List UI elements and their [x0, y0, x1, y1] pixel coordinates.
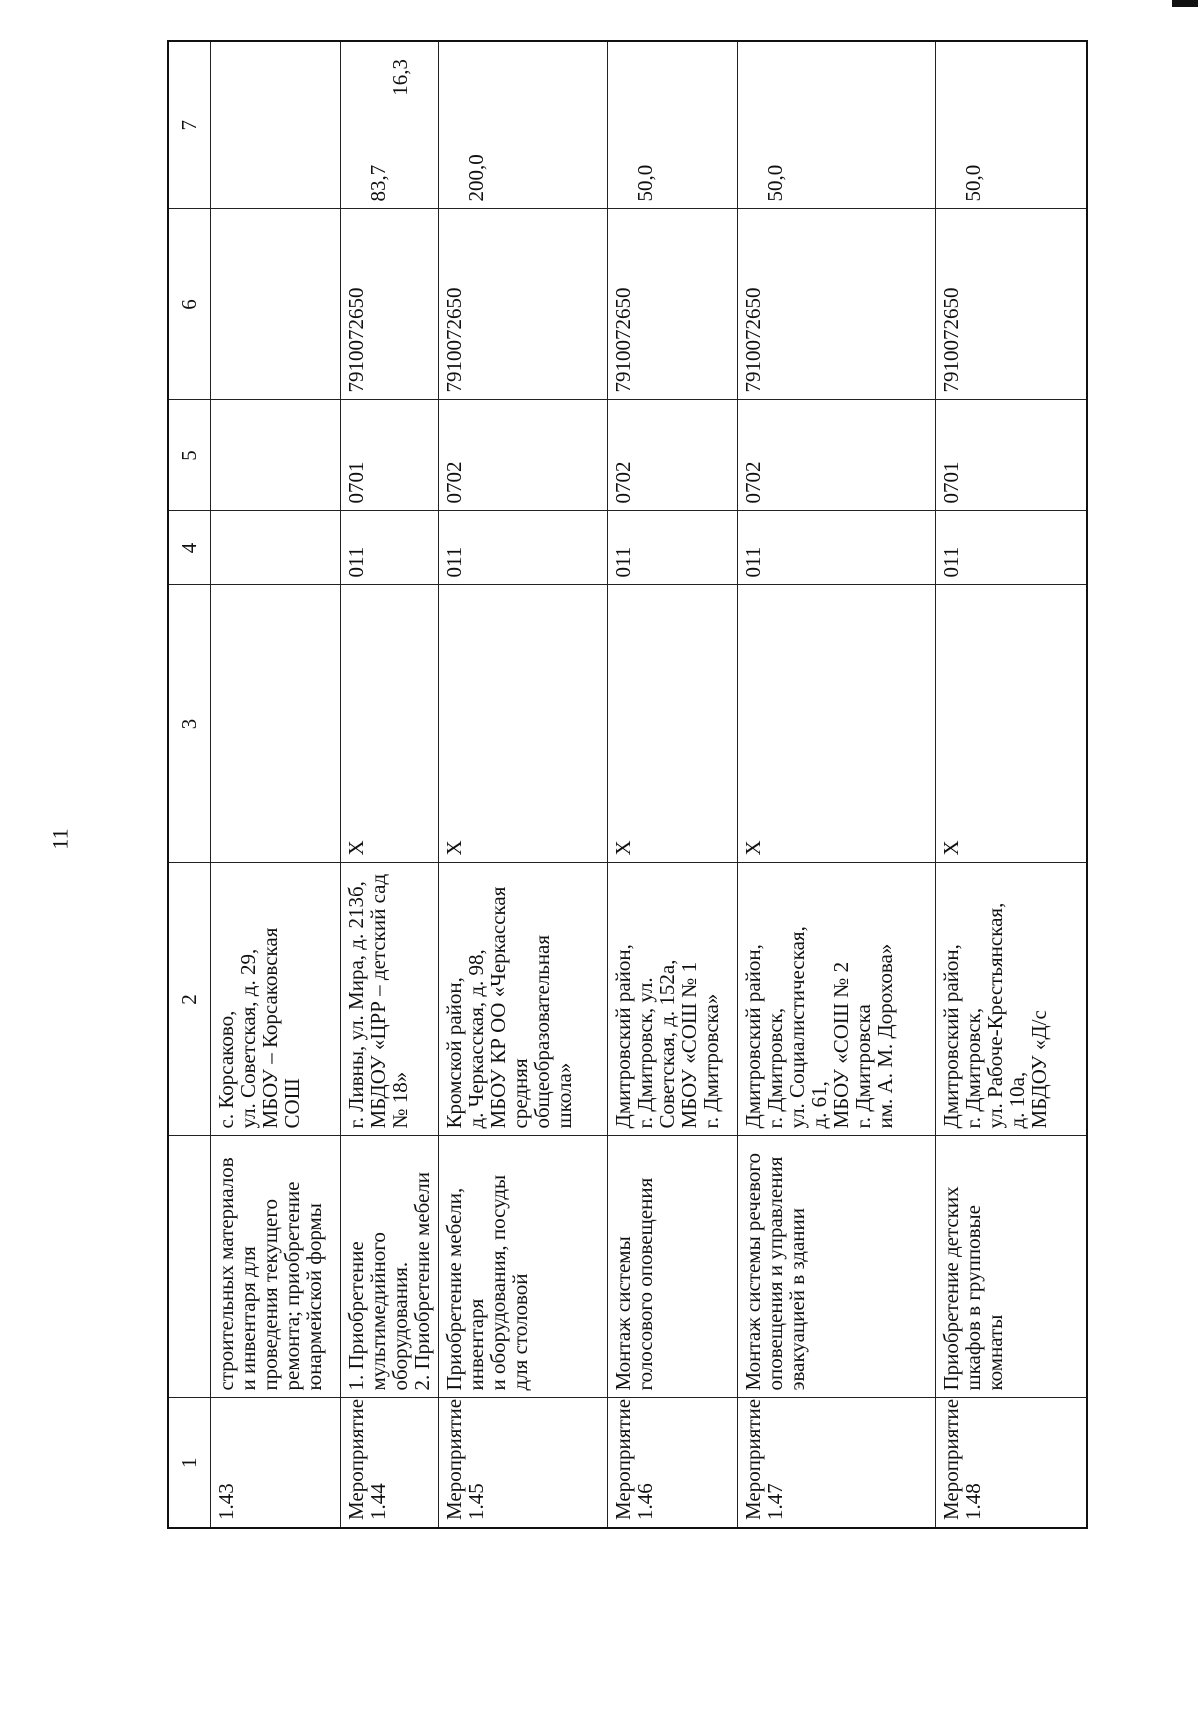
col4-cell: 011: [737, 511, 935, 585]
sum-value-secondary: 16,3: [387, 59, 412, 96]
scan-edge-mark: [1172, 0, 1198, 7]
col6-cell: 7910072650: [607, 209, 737, 400]
sum-cell: [936, 41, 1087, 209]
col5-cell: 0701: [340, 400, 439, 511]
table-row: [210, 41, 340, 1528]
sum-cell: [340, 41, 439, 209]
location-cell: Дмитровский район, г. Дмитровск, ул. Социалистическая, д. 61, МБОУ «СОШ № 2 г. Дмитровска им. А. М. Дорохова»: [737, 863, 935, 1136]
col6-cell: 7910072650: [936, 209, 1087, 400]
table-row: [607, 41, 737, 1528]
measure-id-cell: Мероприятие 1.45: [439, 1398, 608, 1528]
header-cell: 7: [168, 41, 210, 209]
header-cell: 3: [168, 585, 210, 863]
header-row: [168, 41, 210, 1528]
measure-id-cell: Мероприятие 1.48: [936, 1398, 1087, 1528]
page-number: 11: [47, 828, 73, 850]
col5-cell: 0702: [607, 400, 737, 511]
col5-cell: 0702: [737, 400, 935, 511]
header-cell: [168, 1136, 210, 1398]
measure-id-cell: Мероприятие 1.44: [340, 1398, 439, 1528]
col3-cell: Х: [936, 585, 1087, 863]
sum-value: 200,0: [464, 154, 489, 202]
description-cell: 1. Приобретение мультимедийного оборудования. 2. Приобретение мебели: [340, 1136, 439, 1398]
col3-cell: Х: [340, 585, 439, 863]
sum-cell: [210, 41, 340, 209]
col3-cell: [210, 585, 340, 863]
sum-value: 50,0: [961, 164, 986, 202]
header-cell: 4: [168, 511, 210, 585]
table-row: [737, 41, 935, 1528]
col6-cell: 7910072650: [340, 209, 439, 400]
measure-id-cell: Мероприятие 1.47: [737, 1398, 935, 1528]
location-cell: г. Ливны, ул. Мира, д. 213б, МБДОУ «ЦРР – детский сад № 18»: [340, 863, 439, 1136]
col4-cell: [210, 511, 340, 585]
description-cell: Монтаж системы речевого оповещения и управления эвакуацией в здании: [737, 1136, 935, 1398]
location-cell: с. Корсаково, ул. Советская, д. 29, МБОУ – Корсаковская СОШ: [210, 863, 340, 1136]
table-row: [936, 41, 1087, 1528]
description-cell: строительных материалов и инвентаря для проведения текущего ремонта; приобретение юнармейской формы: [210, 1136, 340, 1398]
col5-cell: [210, 400, 340, 511]
header-cell: 2: [168, 863, 210, 1136]
rotated-table-frame: [167, 42, 1088, 1529]
col5-cell: 0702: [439, 400, 608, 511]
location-cell: Кромской район, д. Черкасская, д. 98, МБОУ КР ОО «Черкасская средняя общеобразовательная школа»: [439, 863, 608, 1136]
sum-value: 83,7: [365, 164, 390, 202]
col3-cell: Х: [607, 585, 737, 863]
col4-cell: 011: [439, 511, 608, 585]
sum-value: 50,0: [632, 164, 657, 202]
header-cell: 1: [168, 1398, 210, 1528]
measures-table: [167, 40, 1088, 1529]
col6-cell: [210, 209, 340, 400]
sum-cell: [439, 41, 608, 209]
description-cell: Приобретение детских шкафов в групповые комнаты: [936, 1136, 1087, 1398]
header-cell: 6: [168, 209, 210, 400]
sum-value: 50,0: [762, 164, 787, 202]
measure-id-cell: Мероприятие 1.46: [607, 1398, 737, 1528]
col3-cell: Х: [439, 585, 608, 863]
location-cell: Дмитровский район, г. Дмитровск, ул. Советская, д. 152а, МБОУ «СОШ № 1 г. Дмитровска»: [607, 863, 737, 1136]
table-row: [439, 41, 608, 1528]
col3-cell: Х: [737, 585, 935, 863]
col4-cell: 011: [607, 511, 737, 585]
table-row: [340, 41, 439, 1528]
sum-cell: [607, 41, 737, 209]
table-upright: [167, 42, 1088, 1529]
col6-cell: 7910072650: [737, 209, 935, 400]
col4-cell: 011: [936, 511, 1087, 585]
col5-cell: 0701: [936, 400, 1087, 511]
description-cell: Монтаж системы голосового оповещения: [607, 1136, 737, 1398]
location-cell: Дмитровский район, г. Дмитровск, ул. Рабоче-Крестьянская, д. 10а, МБДОУ «Д/с: [936, 863, 1087, 1136]
header-cell: 5: [168, 400, 210, 511]
col6-cell: 7910072650: [439, 209, 608, 400]
description-cell: Приобретение мебели, инвентаря и оборудования, посуды для столовой: [439, 1136, 608, 1398]
sum-cell: [737, 41, 935, 209]
measure-id-cell: 1.43: [210, 1398, 340, 1528]
col4-cell: 011: [340, 511, 439, 585]
